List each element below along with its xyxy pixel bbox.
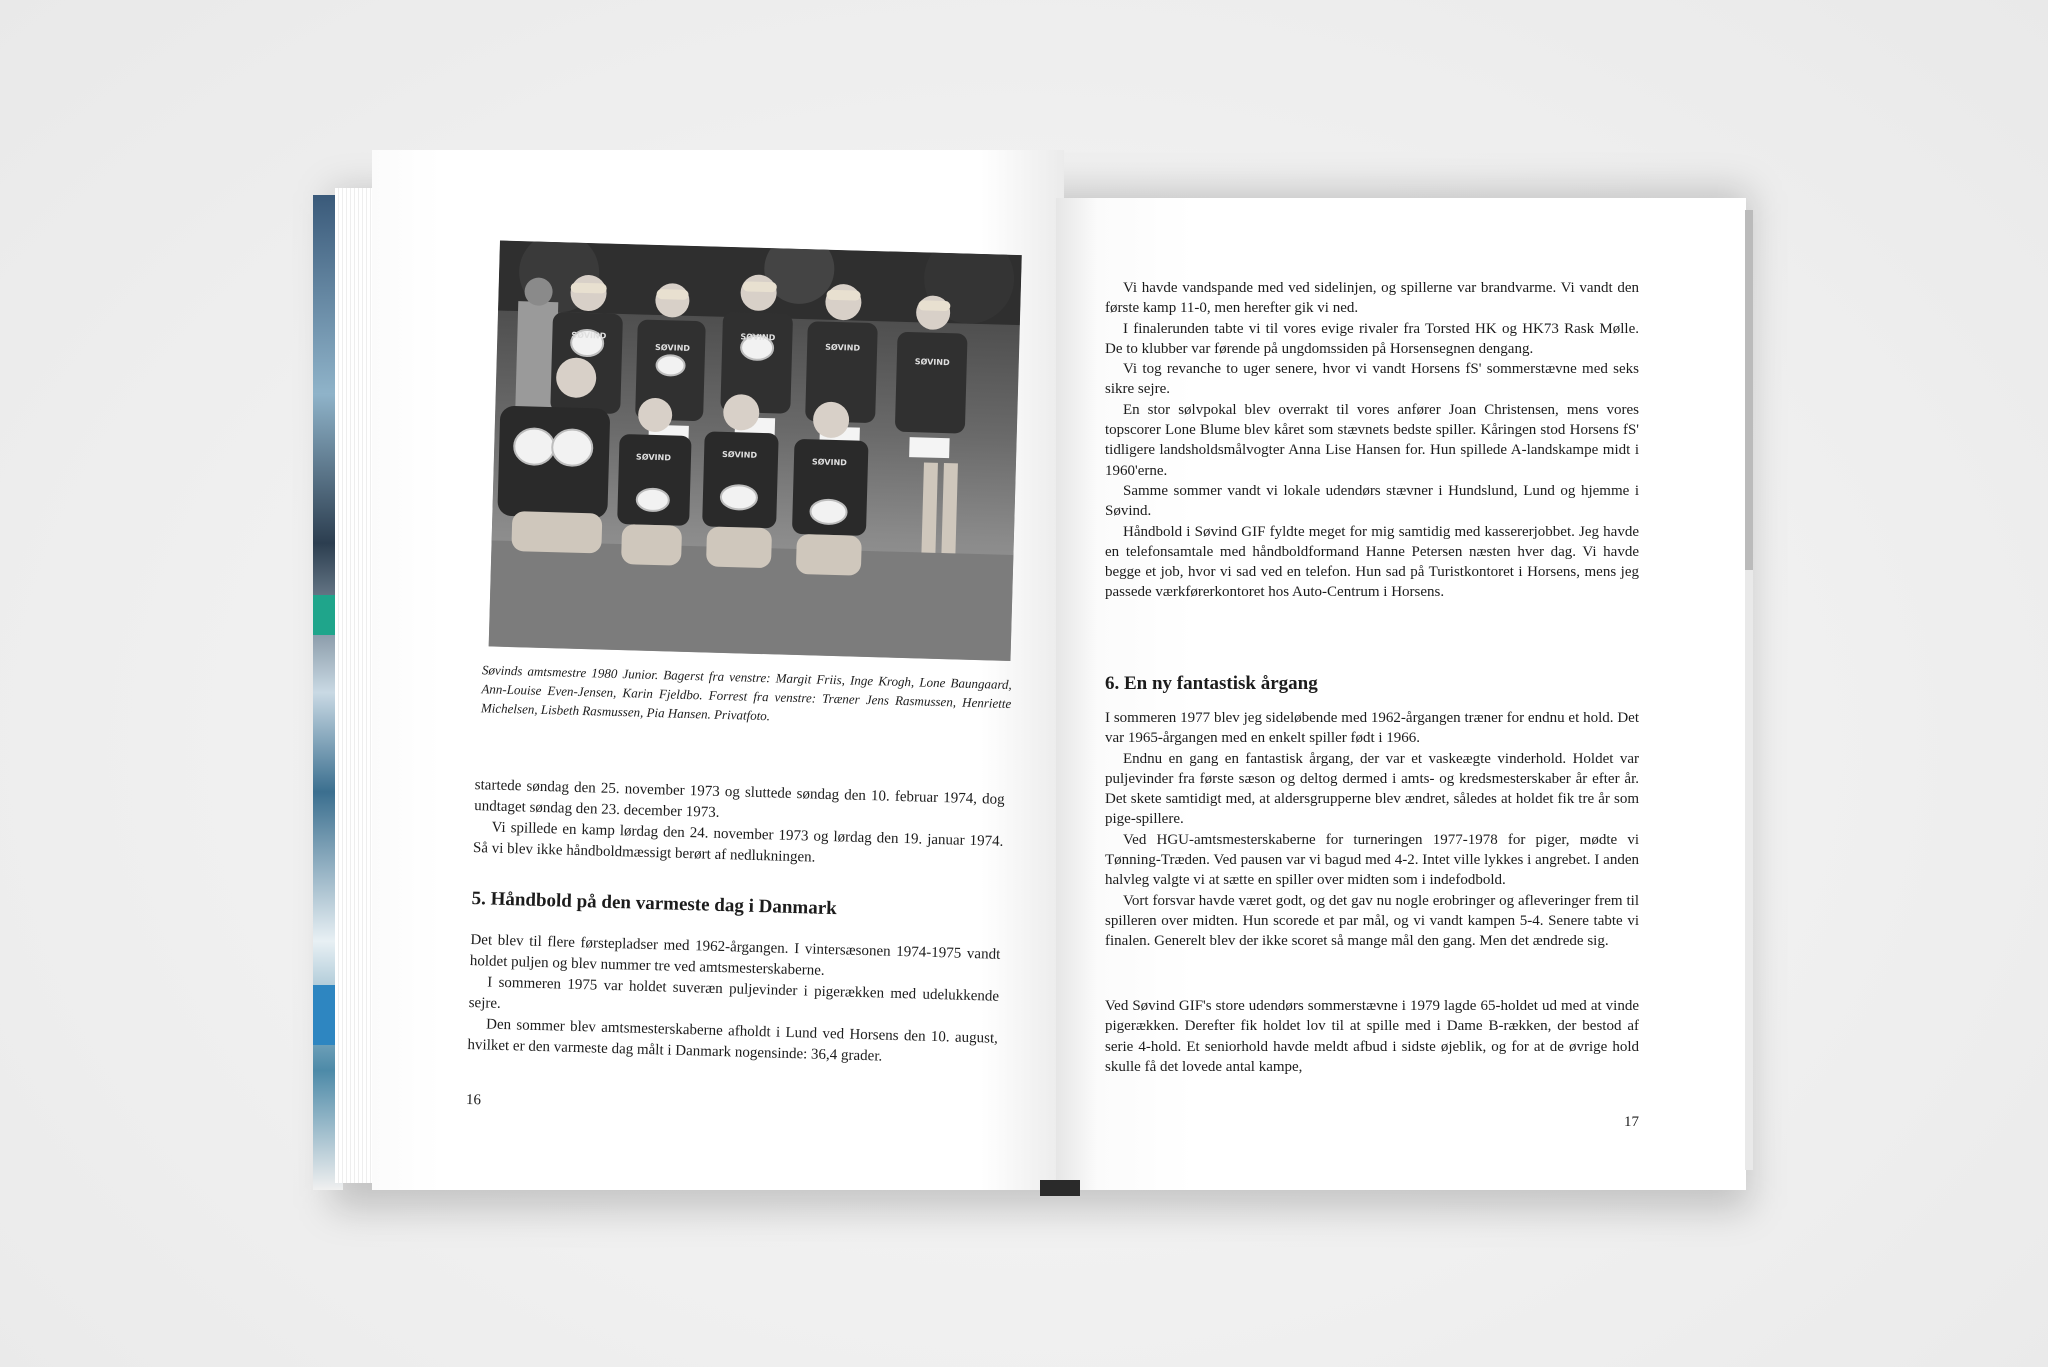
paragraph: Håndbold i Søvind GIF fyldte meget for mig samtidig med kassererjobbet. Jeg havde en telefonsamtale med håndboldformand Hanne Petersen næsten hver dag. Vi havde begge et job, hvor vi sad ved en telefon. Hun sad på Turistkontoret i Horsens, mens jeg passede værkførerkontoret hos Auto-Centrum i Horsens. (1105, 523, 1639, 601)
section-heading: 5. Håndbold på den varmeste dag i Danmark (471, 888, 838, 920)
paragraph-block (1105, 708, 1639, 952)
paragraph: Vi havde vandspande med ved sidelinjen, og spillerne var brandvarme. Vi vandt den første kamp 11-0, men herefter gik vi ned. (1105, 280, 1639, 317)
right-cover-edge (1745, 210, 1753, 570)
right-cover-edge (1745, 570, 1753, 1170)
shirt-print: SØVIND (825, 342, 861, 353)
left-page-content (455, 240, 1013, 1134)
paragraph-block (473, 775, 1005, 874)
page-number: 17 (1624, 1114, 1639, 1130)
shirt-print: SØVIND (740, 332, 776, 343)
team-photo-illustration (489, 241, 1022, 661)
shirt-print: SØVIND (571, 330, 607, 341)
paragraph: Ved HGU-amtsmesterskaberne for turneringen 1977-1978 for piger, mødte vi Tønning-Træden. Ved pausen var vi bagud med 4-2. Intet ville lykkes i angrebet. I anden halvleg valgte vi at sætte en spiller over midten som i indefodbold. (1105, 831, 1639, 889)
paragraph-block (467, 930, 1000, 1071)
paragraph: Vi spillede en kamp lørdag den 24. november 1973 og lørdag den 19. januar 1974. Så vi blev ikke håndboldmæssigt berørt af nedlukningen. (472, 819, 1004, 866)
shirt-print: SØVIND (914, 357, 950, 368)
page-stack-edge (335, 188, 375, 1183)
paragraph: startede søndag den 25. november 1973 og sluttede søndag den 10. februar 1974, dog undtaget søndag den 23. december 1973. (473, 777, 1005, 821)
photo-caption: Søvinds amtsmestre 1980 Junior. Bagerst fra venstre: Margit Friis, Inge Krogh, Lone Baungaard, Ann-Louise Even-Jensen, Karin Fjeldbo. Forrest fra venstre: Træner Jens Rasmussen, Henriette Michelsen, Lisbeth Rasmussen, Pia Hansen. Privatfoto. (480, 662, 1013, 724)
shirt-print: SØVIND (635, 452, 672, 463)
shirt-print: SØVIND (654, 342, 691, 353)
paragraph: I sommeren 1977 blev jeg sideløbende med 1962-årgangen træner for endnu et hold. Det var 1965-årgangen med en enkelt spiller født i 1966. (1105, 710, 1639, 747)
paragraph-block (1105, 996, 1639, 1077)
section-heading: 6. En ny fantastisk årgang (1105, 673, 1318, 694)
paragraph-block (1105, 278, 1639, 603)
paragraph: I finalerunden tabte vi til vores evige rivaler fra Torsted HK og HK73 Rask Mølle. De to klubber var førende på ungdomssiden på Horsensegnen dengang. (1105, 320, 1639, 357)
paragraph: Vi tog revanche to uger senere, hvor vi vandt Horsens fS' sommerstævne med seks sikre sejre. (1105, 361, 1639, 398)
paragraph: Endnu en gang en fantastisk årgang, der var et vaskeægte vinderhold. Holdet var puljevinder fra første sæson og deltog dermed i amts- og kredsmesterskaber år efter år. Det skete samtidigt med, at aldersgrupperne blev ændret, således at holdet fik tre år som pige-spillere. (1105, 750, 1639, 828)
paragraph: Ved Søvind GIF's store udendørs sommerstævne i 1979 lagde 65-holdet ud med at vinde pigerækken. Derefter fik holdet lov til at spille med i Dame B-rækken, der bestod af serie 4-hold. Et seniorhold havde meldt afbud i sidste øjeblik, og for at de øvrige hold skulle få det lovede antal kampe, (1105, 998, 1639, 1075)
page-number: 16 (465, 1091, 482, 1109)
paragraph: I sommeren 1975 var holdet suveræn puljevinder i pigerækken med udelukkende sejre. (468, 974, 1000, 1012)
paragraph: Vort forsvar havde været godt, og det gav nu nogle erobringer og afleveringer frem til spilleren over midten. Hun scorede et par mål, og vi vandt kampen 5-4. Senere tabte vi finalen. Generelt blev der ikke scoret så mange mål den gang. Men det ændrede sig. (1105, 892, 1639, 950)
book-spine (1040, 1180, 1080, 1196)
paragraph: Det blev til flere førstepladser med 1962-årgangen. I vintersæsonen 1974-1975 vandt holdet puljen og blev nummer tre ved amtsmesterskaberne. (469, 932, 1001, 979)
team-photo (489, 241, 1022, 661)
paragraph: Den sommer blev amtsmesterskaberne afholdt i Lund ved Horsens den 10. august, hvilket er den varmeste dag målt i Danmark nogensinde: 36,4 grader. (467, 1016, 999, 1065)
paragraph: Samme sommer vandt vi lokale udendørs stævner i Hundslund, Lund og hjemme i Søvind. (1105, 482, 1639, 520)
shirt-print: SØVIND (811, 457, 847, 468)
shirt-print: SØVIND (721, 449, 758, 460)
paragraph: En stor sølvpokal blev overrakt til vores anfører Joan Christensen, mens vores topscorer Lone Blume blev kåret som stævnets bedste spiller. Kåringen stod Horsens fS' tidligere landsholdsmålvogter Anna Lise Hansen for. Hun spillede A-landskampe midt i 1960'erne. (1105, 401, 1639, 479)
